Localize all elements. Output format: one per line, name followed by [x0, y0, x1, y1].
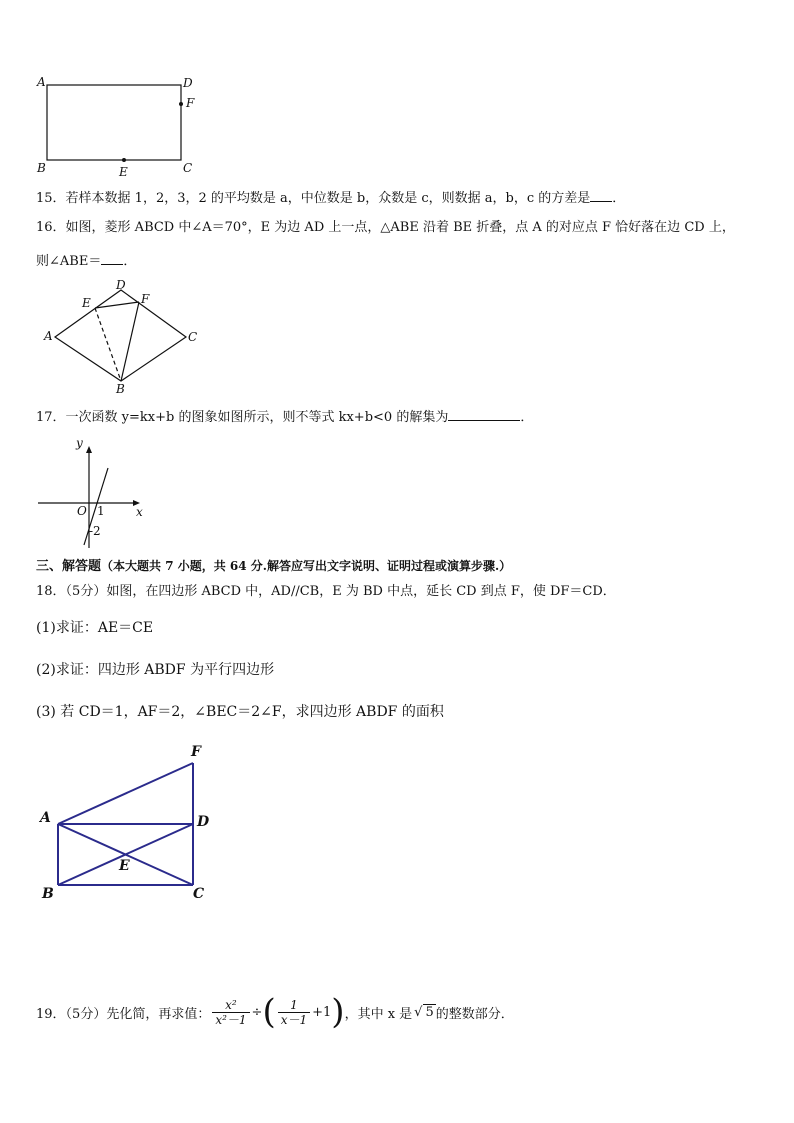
label-a: A — [40, 810, 51, 826]
question-19 — [36, 990, 514, 1034]
question-16-end: ． — [123, 254, 137, 269]
question-18-stem: 18．（5分）如图，在四边形 ABCD 中，AD//CB，E 为 BD 中点，延长 CD 到点 F，使 DF＝CD． — [36, 584, 616, 599]
label-a: A — [44, 329, 53, 343]
label-b: B — [37, 161, 46, 175]
question-15-text: 15．若样本数据 1，2，3，2 的平均数是 a，中位数是 b，众数是 c，则数据 a，b，c 的方差是 — [36, 191, 591, 206]
question-15-end: ． — [612, 191, 626, 206]
label-neg-two: -2 — [89, 524, 101, 538]
fraction-1 — [212, 998, 249, 1027]
label-e: E — [119, 165, 128, 179]
question-16-text: 则∠ABE＝ — [36, 254, 102, 269]
fraction-2-numerator: 1 — [278, 998, 310, 1013]
left-paren: ( — [262, 992, 276, 1032]
fraction-2-denominator: x－1 — [280, 1012, 308, 1027]
question-19-suffix: 的整数部分． — [435, 1006, 514, 1022]
division-sign: ÷ — [251, 1004, 263, 1020]
label-origin: O — [77, 504, 87, 518]
question-17-end: ． — [520, 410, 534, 425]
question-19-prefix: 19．（5分）先化简，再求值： — [36, 1006, 211, 1022]
label-f: F — [141, 292, 150, 306]
fraction-2 — [278, 998, 310, 1027]
label-c: C — [188, 330, 198, 344]
question-16-line-1: 16．如图，菱形 ABCD 中∠A＝70°，E 为边 AD 上一点，△ABE 沿着 BE 折叠，点 A 的对应点 F 恰好落在边 CD 上， — [36, 220, 735, 235]
label-d: D — [116, 278, 126, 292]
question-18-part-3: (3) 若 CD＝1，AF＝2，∠BEC＝2∠F，求四边形 ABDF 的面积 — [36, 704, 444, 720]
plus-one: +1 — [312, 1004, 332, 1020]
label-f: F — [191, 744, 201, 760]
fraction-1-numerator: x² — [212, 998, 249, 1013]
label-a: A — [37, 75, 46, 89]
label-d: D — [197, 814, 210, 830]
label-one: 1 — [97, 504, 105, 518]
label-x: x — [136, 505, 143, 519]
section-3-note: （本大题共 7 小题，共 64 分.解答应写出文字说明、证明过程或演算步骤.） — [101, 559, 512, 573]
right-paren: ) — [331, 992, 345, 1032]
label-b: B — [116, 382, 125, 396]
section-3-title: 三、解答题 — [36, 559, 102, 574]
label-b: B — [42, 886, 54, 902]
question-18-part-2: (2)求证：四边形 ABDF 为平行四边形 — [36, 662, 275, 678]
label-e: E — [119, 858, 130, 874]
label-y: y — [76, 436, 83, 450]
question-17-text: 17．一次函数 y=kx+b 的图象如图所示，则不等式 kx+b<0 的解集为 — [36, 410, 449, 425]
sqrt-radicand: 5 — [425, 1005, 434, 1020]
label-d: D — [183, 76, 193, 90]
label-c: C — [193, 886, 205, 902]
label-c: C — [183, 161, 193, 175]
question-18-part-1: (1)求证：AE＝CE — [36, 620, 154, 636]
question-19-mid: ，其中 x 是 — [344, 1006, 413, 1022]
label-f: F — [186, 96, 195, 110]
label-e: E — [82, 296, 91, 310]
sqrt-sign: √ — [414, 1004, 423, 1020]
fraction-1-denominator: x²－1 — [215, 1012, 247, 1027]
segment-af — [58, 763, 193, 824]
